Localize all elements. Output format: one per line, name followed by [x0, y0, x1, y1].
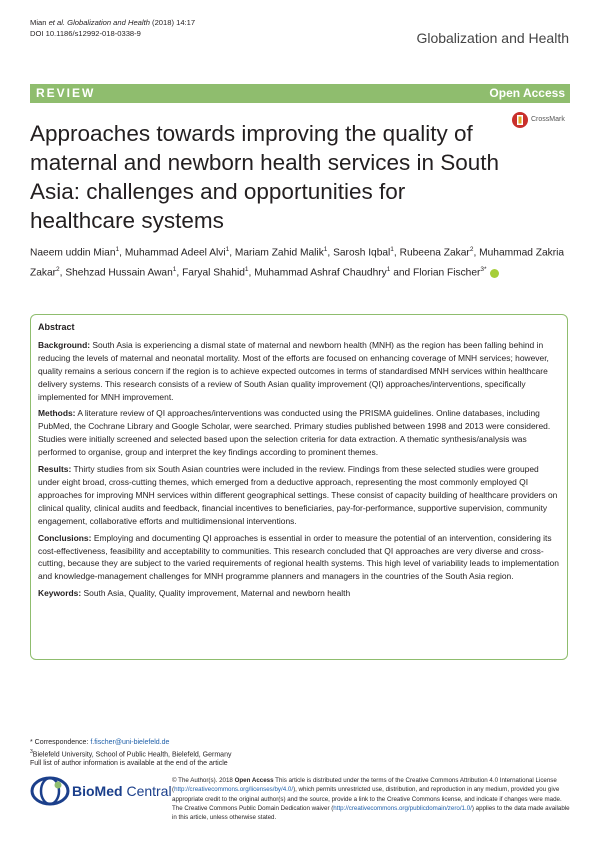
author-separator: , [176, 267, 183, 279]
abstract-heading: Abstract [38, 322, 75, 332]
abstract-keywords: Keywords: South Asia, Quality, Quality improvement, Maternal and newborn health [38, 588, 351, 599]
author-separator: , [327, 247, 334, 259]
author-name: Shehzad Hussain Awan [65, 267, 173, 279]
abstract-background: Background: South Asia is experiencing a dismal state of maternal and newborn health (MNH) as the region has been falling behind in reducing the levels of maternal and neonatal mortality. Most of the efforts are focused on enhancing coverage of MNH services; however, quality remains a serious concern if the region is to achieve expected outcomes in terms of standardised MNH services within healthcare delivery systems. This research consists of a review of South Asian quality improvement (QI) approaches/interventions, specifically implemented for MNH improvement. [38, 339, 549, 402]
crossmark-icon[interactable] [512, 112, 528, 128]
author-affiliation-marker: 1 [244, 266, 249, 274]
open-access-label: Open Access [489, 86, 565, 100]
author-name: Muhammad Ashraf Chaudhry [254, 267, 387, 279]
author-name: Sarosh Iqbal [333, 247, 391, 259]
cc-zero-waiver-link[interactable]: http://creativecommons.org/publicdomain/zero/1.0/ [333, 804, 472, 812]
author-separator: and [390, 267, 414, 279]
author-list [30, 241, 570, 282]
author-name: Faryal Shahid [182, 267, 245, 279]
author-separator: , [59, 267, 66, 279]
affiliation-line: $^3$Bielefeld University, School of Public Health, Bielefeld, Germany [30, 748, 232, 758]
article-type-label: REVIEW [36, 86, 96, 100]
author-affiliation-marker: 1 [323, 246, 328, 253]
biomed-central-wordmark: BioMed Central [72, 783, 172, 799]
author-affiliation-marker: 1 [115, 246, 120, 253]
cc-by-license-link[interactable]: http://creativecommons.org/licenses/by/4.0/ [174, 786, 294, 794]
doi-line: DOI 10.1186/s12992-018-0338-9 [30, 29, 141, 38]
author-name: Florian Fischer [413, 267, 481, 279]
author-name: Muhammad Adeel Alvi [124, 247, 226, 259]
running-header [30, 17, 195, 39]
author-affiliation-marker: 1 [225, 246, 230, 253]
author-info-note: Full list of author information is available at the end of the article [30, 760, 228, 768]
citation-line: Mian et al. Globalization and Health (2018) 14:17 [30, 18, 196, 27]
author-name: Muhammad Zakria Zakar [30, 247, 565, 279]
abstract [38, 321, 562, 604]
footnotes [30, 738, 330, 769]
author-affiliation-marker: 2 [56, 266, 60, 274]
author-separator: , [229, 247, 235, 259]
abstract-conclusions: Conclusions: Employing and documenting QI approaches is essential in order to measure the potential of an intervention, considering its cost-effectiveness, feasibility and acceptability to communities. This research concluded that QI approaches are very diverse and cross-cutting, because they are subject to the varied requirements of regional health systems. This high level of variability leads to implementation and knowledge-management challenges for MNH programme planners and managers in the countries of the South Asia region. [38, 532, 559, 582]
author-separator: , [248, 267, 255, 279]
author-affiliation-marker: 1 [172, 266, 177, 274]
license-statement: © The Author(s). 2018 Open Access This article is distributed under the terms of the Creative Commons Attribution 4.0 International License (http://creativecommons.org/licenses/by/4.0/), which permits unrestricted use, distribution, and reproduction in any medium, provided you give appropriate credit to the original author(s) and the source, provide a link to the Creative Commons license, and indicate if changes were made. The Creative Commons Public Domain Dedication waiver (http://creativecommons.org/publicdomain/zero/1.0/) applies to the data made available in this article, unless otherwise stated. [172, 777, 570, 822]
crossmark-label[interactable]: CrossMark [531, 116, 565, 123]
author-name: Naeem uddin Mian [30, 247, 116, 259]
author-separator: , [473, 247, 480, 259]
author-affiliation-marker: 1 [386, 266, 391, 274]
correspondence-line: * Correspondence: f.fischer@uni-bielefeld.de [30, 739, 170, 746]
abstract-methods: Methods: A literature review of QI approaches/interventions was conducted using the PRISMA guidelines. Online databases, including PubMed, the Cochrane Library and Google Scholar, were searched. Primary studies published between 1998 and 2013 were considered. Studies were initially screened and selected based upon the selection criteria for data extraction. A thematic synthesis/analysis was performed to organise, group and interpret the key findings according to prominent themes. [38, 408, 551, 458]
author-affiliation-marker: 3* [480, 266, 487, 274]
author-affiliation-marker: 1 [390, 246, 394, 253]
journal-name: Globalization and Health [416, 30, 569, 46]
biomed-central-logo-icon [30, 776, 70, 806]
author-affiliation-marker: 2 [469, 246, 474, 253]
orcid-icon[interactable] [490, 269, 499, 278]
author-name: Rubeena Zakar [399, 247, 470, 259]
author-separator: , [119, 247, 125, 259]
abstract-results: Results: Thirty studies from six South Asian countries were included in the review. Findings from these selected studies were grouped under eight broad, cross-cutting themes, which emerged from a deductive approach, representing the most commonly employed QI approaches for improving MNH services within different geographical settings. These consist of capacity building of healthcare providers on clinical quality, clinical audits and feedback, financial incentives to beneficiaries, pay-for-performance, supportive supervision, community engagement, collaborative efforts and multidimensional interventions. [38, 464, 558, 526]
author-separator: , [393, 247, 400, 259]
correspondence-email-link[interactable]: f.fischer@uni-bielefeld.de [90, 739, 170, 746]
article-title: Approaches towards improving the quality of maternal and newborn health services in South Asia: challenges and opportunities for healthcare systems [30, 121, 500, 233]
author-name: Mariam Zahid Malik [234, 247, 324, 259]
